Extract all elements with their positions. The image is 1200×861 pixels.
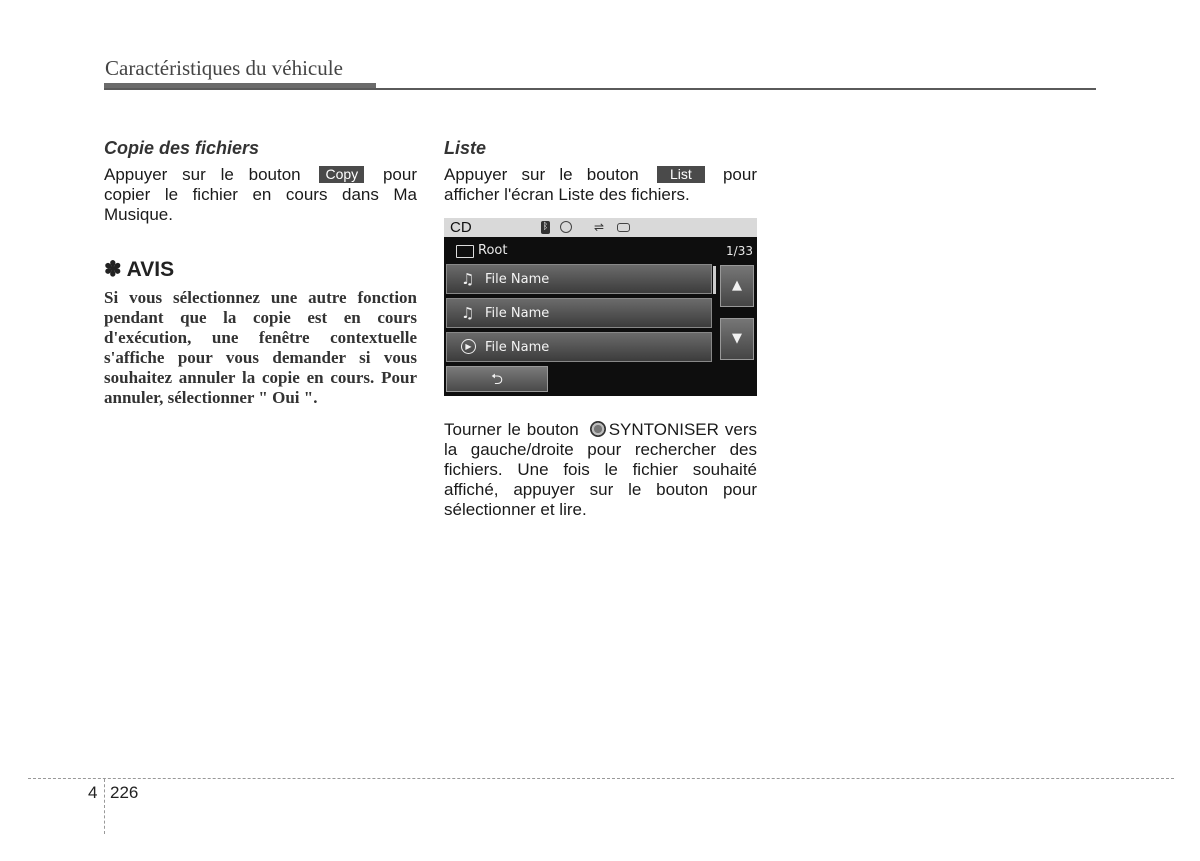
- source-label: CD: [450, 219, 472, 236]
- file-list-item[interactable]: [446, 332, 712, 362]
- copy-text-after: pour copier le fichier en cours dans Ma Musique.: [104, 165, 418, 224]
- scroll-up-button[interactable]: [720, 265, 754, 307]
- back-arrow-icon: ⮌: [490, 370, 503, 388]
- bluetooth-icon: ᛒ: [542, 222, 549, 232]
- list-scrollbar[interactable]: [713, 266, 716, 294]
- back-button[interactable]: [446, 366, 548, 392]
- triangle-up-icon: ▲: [732, 278, 742, 293]
- path-label: Root: [478, 243, 508, 258]
- triangle-down-icon: ▼: [732, 331, 742, 346]
- notice-symbol: ✽: [104, 258, 122, 281]
- file-name-label: File Name: [485, 272, 550, 287]
- header-rule: [104, 88, 1096, 90]
- file-name-label: File Name: [485, 340, 550, 355]
- left-column: [104, 138, 417, 408]
- tune-knob-icon: [590, 421, 606, 437]
- footer-vertical-divider: [104, 779, 105, 834]
- copy-text-before: Appuyer sur le bouton: [104, 165, 316, 184]
- right-column: [444, 138, 757, 520]
- scroll-down-button[interactable]: [720, 318, 754, 360]
- folder-icon: [456, 245, 474, 258]
- notice-heading: [104, 257, 417, 282]
- disc-icon: [560, 221, 572, 233]
- status-bar: [444, 218, 757, 237]
- notice-title: AVIS: [126, 258, 175, 281]
- usb-icon: ⇌: [594, 220, 605, 234]
- footer-divider: [28, 778, 1174, 779]
- file-count[interactable]: 1/33: [726, 244, 753, 258]
- file-list-screen: [444, 218, 757, 396]
- file-name-label: File Name: [485, 306, 550, 321]
- copy-instruction: [104, 165, 417, 225]
- page-header-title: Caractéristiques du véhicule: [105, 56, 343, 80]
- file-list-item[interactable]: [446, 298, 712, 328]
- music-note-icon: ♫: [461, 304, 475, 322]
- list-text-after: pour afficher l'écran Liste des fichiers.: [444, 165, 757, 204]
- file-list-item[interactable]: [446, 264, 712, 294]
- list-section-title: Liste: [444, 138, 487, 158]
- path-row: [444, 240, 757, 262]
- page-number: 226: [110, 783, 139, 802]
- tune-instruction: [444, 420, 757, 520]
- copy-button-label: Copy: [319, 166, 364, 183]
- ipod-icon: [617, 223, 630, 232]
- tune-text-before: Tourner le bouton: [444, 420, 585, 439]
- chapter-number: 4: [88, 783, 98, 802]
- list-text-before: Appuyer sur le bouton: [444, 165, 653, 184]
- notice-body: Si vous sélectionnez une autre fonction pendant que la copie est en cours d'exécution, une fenêtre contextuelle s'affiche pour vous demander si vous souhaitez annuler la copie en cours. Pour annuler, sélectionner " Oui ".: [104, 288, 417, 407]
- copy-section-title: Copie des fichiers: [104, 138, 260, 158]
- tune-knob-label: SYNTONISER: [608, 420, 719, 439]
- tune-text-after: vers la gauche/droite pour rechercher des fichiers. Une fois le fichier souhaité affiché, appuyer sur le bouton pour sélectionner et lire.: [444, 420, 757, 519]
- play-circle-icon: ▶: [461, 339, 476, 354]
- music-note-icon: ♫: [461, 270, 475, 288]
- list-instruction: [444, 165, 757, 205]
- list-button-label: List: [657, 166, 705, 183]
